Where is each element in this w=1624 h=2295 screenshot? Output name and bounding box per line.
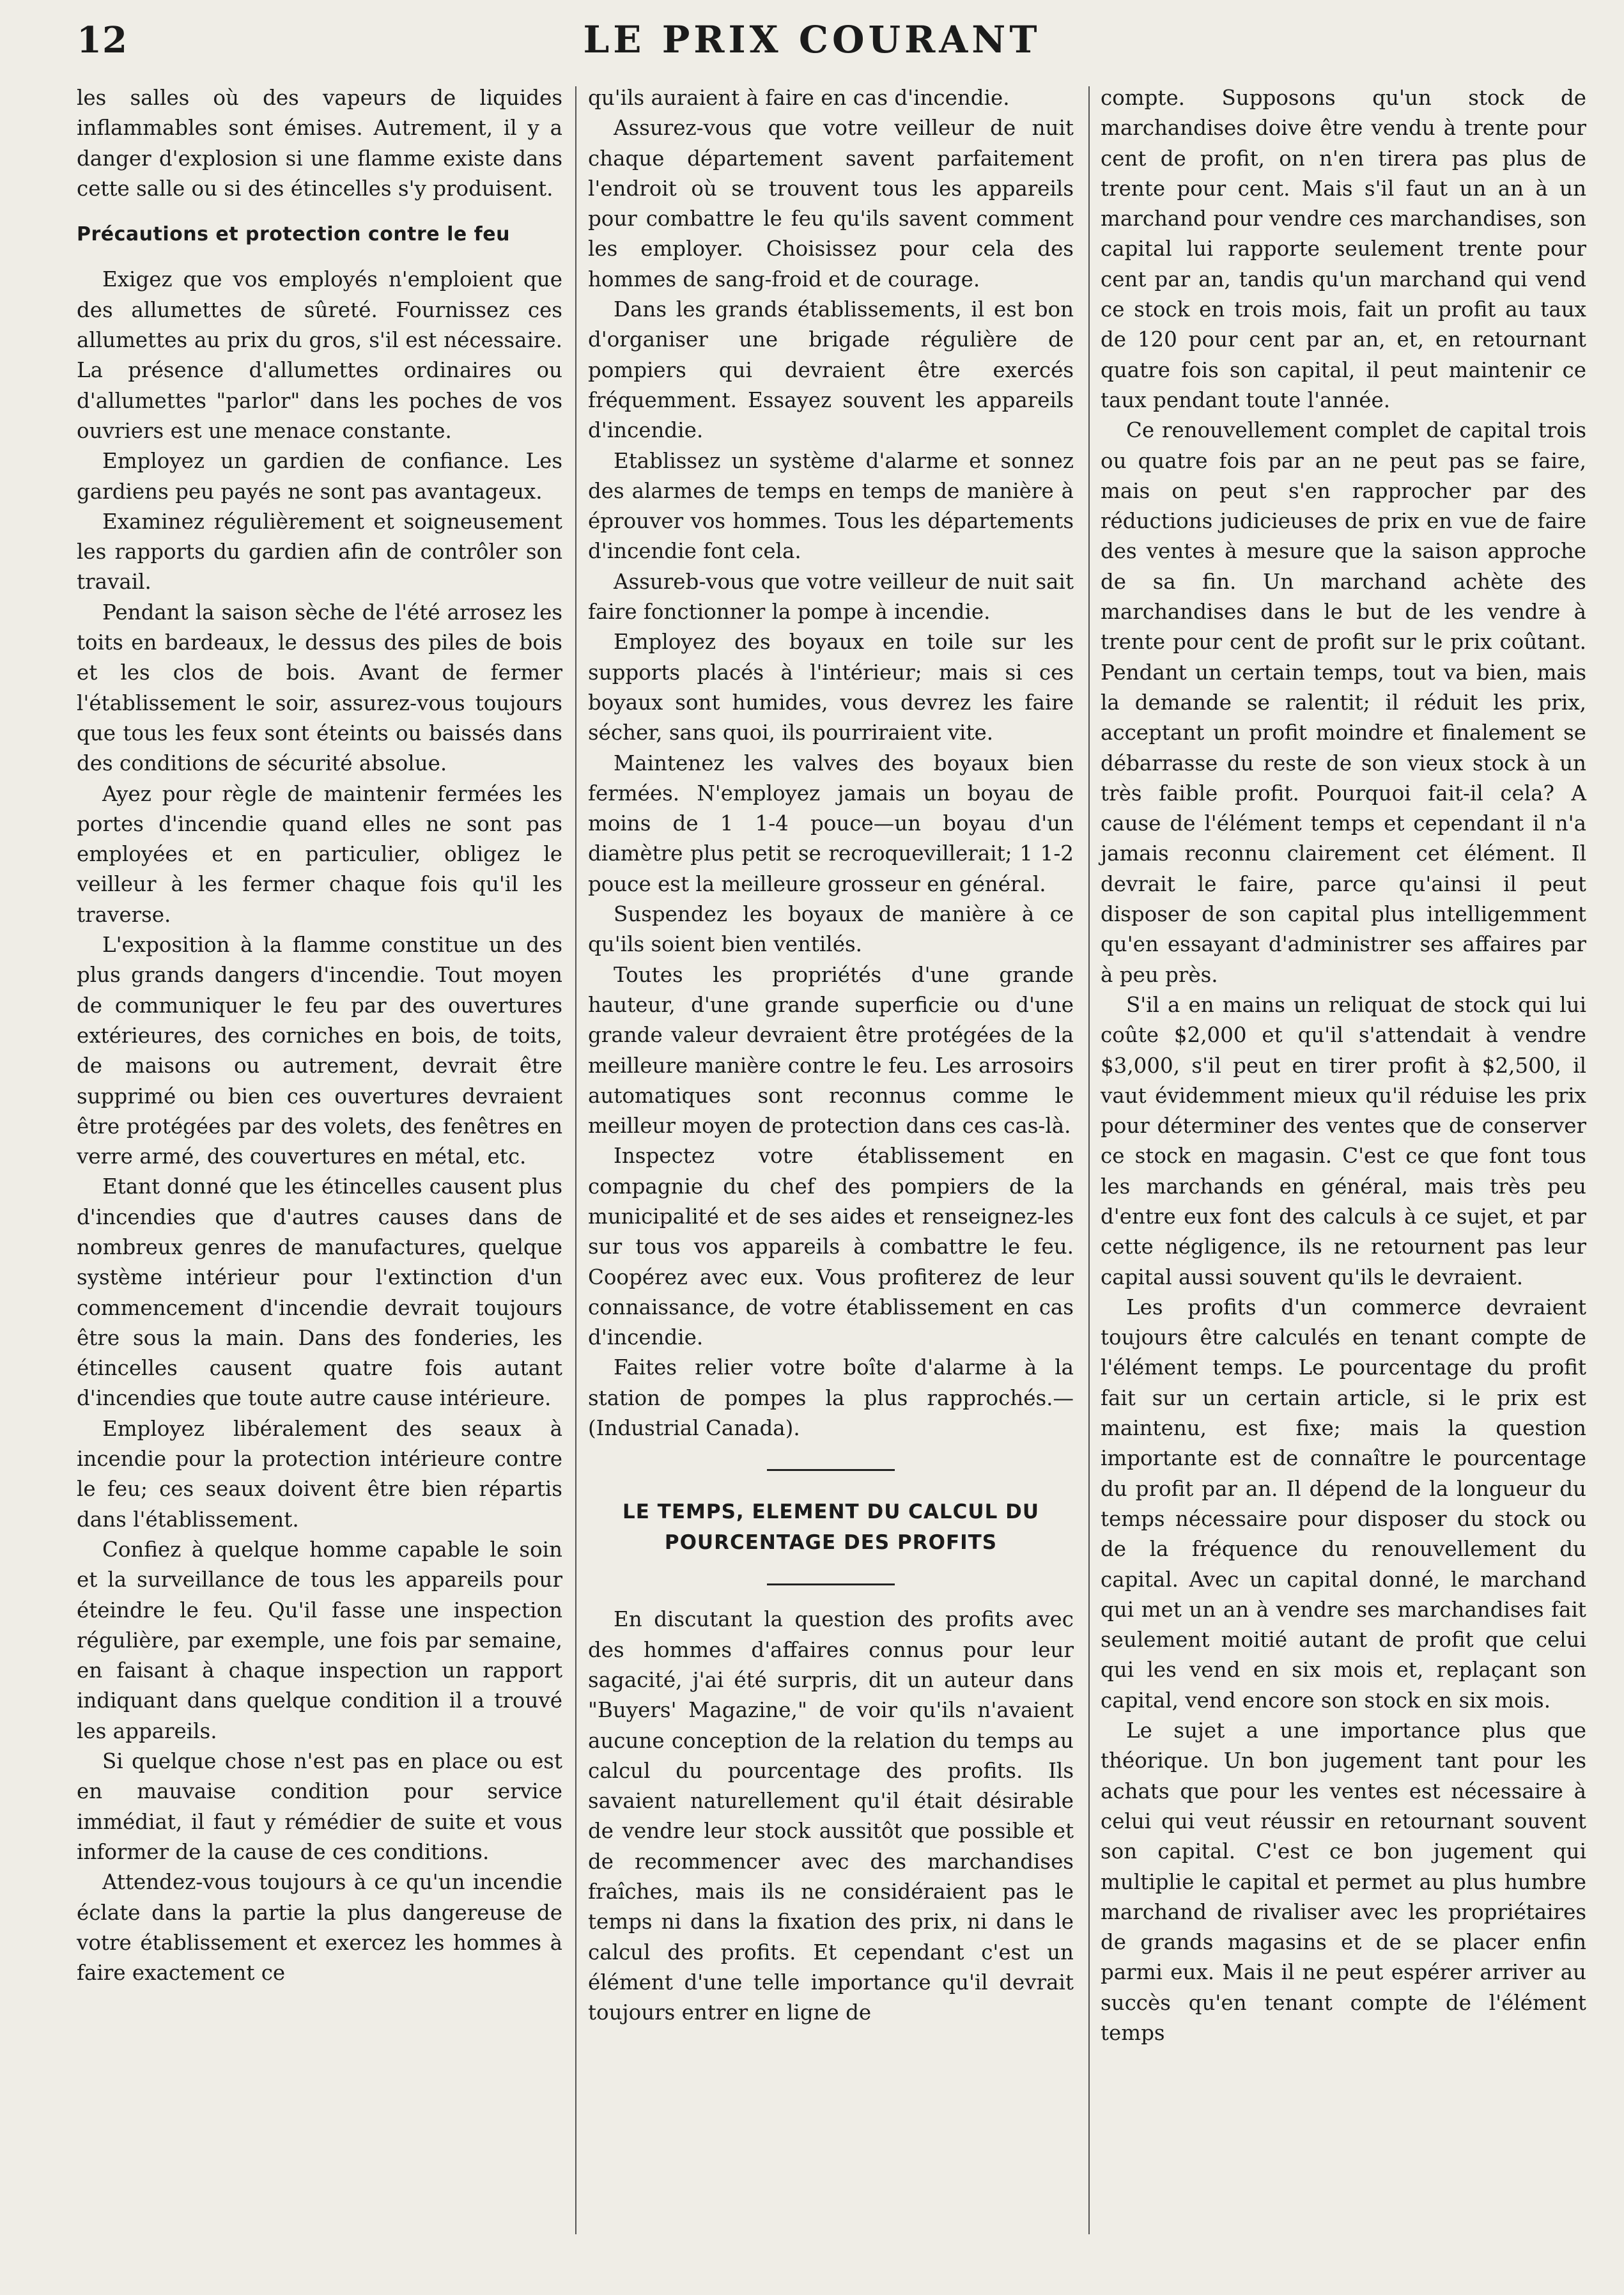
paragraph: En discutant la question des profits avec des hommes d'affaires connus pour leur sagacité, j'ai été surpris, dit un auteur dans "Buyers' Magazine," de voir qu'ils n'avaient aucune conception de la relation du temps au calcul du pourcentage des profits. Ils savaient naturellement qu'il était désirable de vendre leur stock aussitôt que possible et de recommencer avec des marchandises fraîches, mais ils ne considéraient pas le temps ni dans la fixation des prix, ni dans le calcul des profits. Et cependant c'est un élément d'une telle importance qu'il devrait toujours entrer en ligne de: [588, 1607, 1074, 2025]
paragraph: compte. Supposons qu'un stock de marchandises doive être vendu à trente pour cent de profit, on n'en tirera pas plus de trente pour cent. Mais s'il faut un an à un marchand pour vendre ces marchandises, son capital lui rapporte seulement trente pour cent par an, tandis qu'un marchand qui vend ce stock en trois mois, fait un profit au taux de 120 pour cent par an, et, en retournant quatre fois son capital, il peut maintenir ce taux pendant toute l'année.: [1101, 86, 1586, 412]
column-1: [77, 83, 562, 1988]
paragraph: Faites relier votre boîte d'alarme à la station de pompes la plus rapprochés.—(Industrial Canada).: [588, 1355, 1074, 1441]
paragraph: Employez des boyaux en toile sur les supports placés à l'intérieur; mais si ces boyaux sont humides, vous devrez les faire sécher, sans quoi, ils pourriraient vite.: [588, 630, 1074, 745]
paragraph: qu'ils auraient à faire en cas d'incendie.: [588, 86, 1010, 110]
paragraph: Dans les grands établissements, il est bon d'organiser une brigade régulière de pompiers qui devraient être exercés fréquemment. Essayez souvent les appareils d'incendie.: [588, 297, 1074, 443]
paragraph: les salles où des vapeurs de liquides inflammables sont émises. Autrement, il y a danger d'explosion si une flamme existe dans cette salle ou si des étincelles s'y produisent.: [77, 86, 562, 201]
paragraph: Assurez-vous que votre veilleur de nuit chaque département savent parfaitement l'endroit où se trouvent tous les appareils pour combattre le feu qu'ils savent comment les employer. Choisissez pour cela des hommes de sang-froid et de courage.: [588, 116, 1074, 292]
paragraph: Pendant la saison sèche de l'été arrosez les toits en bardeaux, le dessus des piles de bois et les clos de bois. Avant de fermer l'établissement le soir, assurez-vous toujours que tous les feux sont éteints ou baissés dans des conditions de sécurité absolue.: [77, 600, 562, 776]
paragraph: Exigez que vos employés n'emploient que des allumettes de sûreté. Fournissez ces allumettes au prix du gros, s'il est nécessaire. La présence d'allumettes ordinaires ou d'allumettes "parlor" dans les poches de vos ouvriers est une menace constante.: [77, 267, 562, 443]
paragraph: Attendez-vous toujours à ce qu'un incendie éclate dans la partie la plus dangereuse de votre établissement et exercez les hommes à faire exactement ce: [77, 1870, 562, 1986]
column-divider: [1088, 86, 1090, 2234]
section-rule: [767, 1469, 895, 1471]
paragraph: Employez un gardien de confiance. Les gardiens peu payés ne sont pas avantageux.: [77, 449, 562, 504]
paragraph: Confiez à quelque homme capable le soin et la surveillance de tous les appareils pour éteindre le feu. Qu'il fasse une inspection régulière, par exemple, une fois par semaine, en faisant à chaque inspection un rapport indiquant dans quelque condition il a trouvé les appareils.: [77, 1537, 562, 1743]
paragraph: Etant donné que les étincelles causent plus d'incendies que d'autres causes dans de nombreux genres de manufactures, quelque système intérieur pour l'extinction d'un commencement d'incendie devrait toujours être sous la main. Dans des fonderies, les étincelles causent quatre fois autant d'incendies que toute autre cause intérieure.: [77, 1174, 562, 1411]
paragraph: S'il a en mains un reliquat de stock qui lui coûte $2,000 et qu'il s'attendait à vendre $3,000, s'il peut en tirer profit à $2,500, il vaut évidemment mieux qu'il réduise les prix pour déterminer des ventes que de conserver ce stock en magasin. C'est ce que font tous les marchands en général, mais très peu d'entre eux font des calculs à ce sujet, et par cette négligence, ils ne retournent pas leur capital aussi souvent qu'ils le devraient.: [1101, 992, 1586, 1289]
paragraph: Toutes les propriétés d'une grande hauteur, d'une grande superficie ou d'une grande valeur devraient être protégées de la meilleure manière contre le feu. Les arrosoirs automatiques sont reconnus comme le meilleur moyen de protection dans ces cas-là.: [588, 962, 1074, 1139]
section-rule: [767, 1583, 895, 1585]
paragraph: Suspendez les boyaux de manière à ce qu'ils soient bien ventilés.: [588, 902, 1074, 957]
article-title: LE TEMPS, ELEMENT DU CALCUL DU POURCENTAGE DES PROFITS: [622, 1500, 1040, 1555]
paragraph: Les profits d'un commerce devraient toujours être calculés en tenant compte de l'élément temps. Le pourcentage du profit fait sur un certain article, si le prix est maintenu, est fixe; mais la question importante est de connaître le pourcentage du profit par an. Il dépend de la longueur du temps nécessaire pour disposer du stock ou de la fréquence du renouvellement du capital. Avec un capital donné, le marchand qui met un an à vendre ses marchandises fait seulement moitié autant de profit que celui qui les vend en six mois et, replaçant son capital, vend encore son stock en six mois.: [1101, 1295, 1586, 1713]
paragraph: L'exposition à la flamme constitue un des plus grands dangers d'incendie. Tout moyen de communiquer le feu par des ouvertures extérieures, des corniches en bois, de toits, de maisons ou autrement, devrait être supprimé ou bien ces ouvertures devraient être protégées par des volets, des fenêtres en verre armé, des couvertures en métal, etc.: [77, 933, 562, 1169]
paragraph: Employez libéralement des seaux à incendie pour la protection intérieure contre le feu; ces seaux doivent être bien répartis dans l'établissement.: [77, 1416, 562, 1532]
paragraph: Maintenez les valves des boyaux bien fermées. N'employez jamais un boyau de moins de 1 1-4 pouce—un boyau d'un diamètre plus petit se recroquevillerait; 1 1-2 pouce est la meilleure grosseur en général.: [588, 751, 1074, 896]
paragraph: Ayez pour règle de maintenir fermées les portes d'incendie quand elles ne sont pas employées et en particulier, obligez le veilleur à les fermer chaque fois qu'il les traverse.: [77, 781, 562, 927]
column-divider: [575, 86, 576, 2234]
journal-title: LE PRIX COURANT: [583, 18, 1041, 61]
paragraph: Inspectez votre établissement en compagnie du chef des pompiers de la municipalité et de ses aides et renseignez-les sur tous vos appareils à combattre le feu. Coopérez avec eux. Vous profiterez de leur connaissance, de votre établissement en cas d'incendie.: [588, 1144, 1074, 1350]
paragraph: Ce renouvellement complet de capital trois ou quatre fois par an ne peut pas se faire, mais on peut s'en rapprocher par des réductions judicieuses de prix en vue de faire des ventes à mesure que la saison approche de sa fin. Un marchand achète des marchandises dans le but de les vendre à trente pour cent de profit sur le prix coûtant. Pendant un certain temps, tout va bien, mais la demande se ralentit; il réduit les prix, acceptant un profit moindre et finalement se débarrasse du reste de son vieux stock à un très faible profit. Pourquoi fait-il cela? A cause de l'élément temps et cependant il n'a jamais reconnu clairement cet élément. Il devrait le faire, parce qu'ainsi il peut disposer de son capital plus intelligemment qu'en essayant d'administrer ses affaires par à peu près.: [1101, 418, 1586, 987]
paragraph: Assureb-vous que votre veilleur de nuit sait faire fonctionner la pompe à incendie.: [588, 569, 1074, 625]
paragraph: Si quelque chose n'est pas en place ou est en mauvaise condition pour service immédiat, il faut y rémédier de suite et vous informer de la cause de ces conditions.: [77, 1749, 562, 1864]
page-number: 12: [77, 19, 128, 61]
column-2: [588, 83, 1074, 2028]
paragraph: Le sujet a une importance plus que théorique. Un bon jugement tant pour les achats que pour les ventes est nécessaire à celui qui veut réussir en retournant souvent son capital. C'est ce bon jugement qui multiplie le capital et permet au plus humbre marchand de rivaliser avec les propriétaires de grands magasins et de se placer enfin parmi eux. Mais il ne peut espérer arriver au succès qu'en tenant compte de l'élément temps: [1101, 1718, 1586, 2045]
paragraph: Etablissez un système d'alarme et sonnez des alarmes de temps en temps de manière à éprouver vos hommes. Tous les départements d'incendie font cela.: [588, 448, 1074, 564]
column-3: [1101, 83, 1586, 2048]
paragraph: Examinez régulièrement et soigneusement les rapports du gardien afin de contrôler son travail.: [77, 509, 562, 595]
section-heading: Précautions et protection contre le feu: [77, 223, 510, 246]
page-header: [0, 13, 1624, 70]
